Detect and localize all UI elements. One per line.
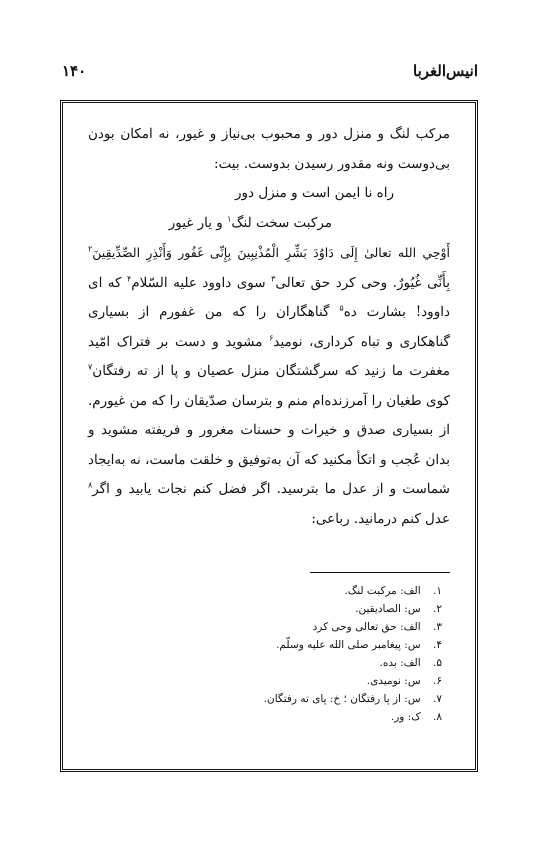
verse-line-2 (88, 209, 450, 239)
footnote-6 (88, 672, 442, 690)
paragraph-3-b: سوی داوود علیه السّلام (131, 274, 272, 291)
footnote-ref-1: ۱ (227, 214, 232, 223)
footnote-5 (88, 654, 442, 672)
book-title: انیس‌الغربا (413, 62, 478, 80)
footnote-ref-5: ۵ (339, 303, 344, 313)
paragraph-3-d: گناهگاران را که من غفورم از بسیاری گناهکاری و تباه کرداری، نومید (88, 304, 450, 350)
page-header (62, 62, 478, 86)
footnote-text: س: از پا رفتگان ؛ خ: پای ته رفتگان. (263, 693, 421, 705)
footnote-ref-3: ۳ (271, 274, 276, 283)
footnote-text: ک: ور. (390, 711, 421, 723)
footnote-1 (88, 582, 442, 600)
footnote-ref-6: ۶ (269, 333, 274, 342)
arabic-quote: أَوْحِي الله تعالیٰ إِلَی دَاوُدَ بَشِّرِ الْمُذْنِبِينَ بِإِنِّی غَفُور وَأَنْذِرِ الصِّدِّيقِينَ (92, 245, 450, 260)
footnote-ref-8: ۸ (88, 480, 93, 490)
paragraph-1: مرکب لنگ و منزل دور و محبوب بی‌نیاز و غیور، نه امکان بودن بی‌دوست ونه مقدور رسیدن بدوست. بیت: (88, 126, 450, 172)
footnote-number: ۳. (433, 621, 442, 633)
footnote-number: ۲. (433, 603, 442, 615)
footnote-number: ۵. (433, 657, 442, 669)
verse-line-2-text: مرکبت سخت لنگ (231, 214, 332, 231)
paragraph-3 (88, 238, 450, 534)
verse-line-2-end: و یار غیور (168, 214, 228, 231)
main-text (88, 120, 450, 534)
paragraph-3-f: کوی طغیان را آمرزنده‌ام منم و بترسان صدّیقان را که من غیورم. از بسیاری صدق و خیرات و حسنات مغرور و فریفته مشوید و بدان عُجب و اتکأ مکنید که آن به‌توفیق و خلقت ماست، نه به‌ایجاد شماست و از عدل ما بترسید. اگر فضل کنم نجات یابید و اگر (88, 392, 450, 497)
footnote-number: ۱. (433, 585, 442, 597)
footnote-ref-4: ۴ (126, 274, 132, 283)
footnote-divider (310, 572, 450, 573)
footnote-number: ۷. (433, 693, 442, 705)
footnotes (88, 582, 442, 726)
paragraph-3-a: بِأَنِّی غُيُورٌ. وحی کرد حق تعالی (275, 274, 450, 291)
page-number: ۱۴۰ (62, 62, 87, 80)
footnote-7 (88, 690, 442, 708)
footnote-text: س: الصادیقین. (355, 603, 421, 615)
footnote-3 (88, 618, 442, 636)
footnote-4 (88, 636, 442, 654)
footnote-ref-7: ۷ (88, 362, 93, 372)
paragraph-3-g: عدل کنم درمانید. رباعی: (311, 510, 450, 527)
footnote-8 (88, 708, 442, 726)
footnote-number: ۴. (433, 639, 442, 651)
paragraph-3-e: مشوید و دست بر فتراک امّید مغفرت ما زنید که سرگشتگان منزل عصیان و پا از ته رفتگان (88, 333, 450, 379)
footnote-text: الف: بده. (379, 657, 421, 669)
footnote-ref-2: ۲ (88, 244, 93, 254)
footnote-text: الف: مرکبت لنگ. (344, 585, 421, 597)
footnote-text: س: پیغامبر صلی الله علیه وسلّم. (276, 639, 421, 651)
verse-line-1: راه نا ایمن است و منزل دور (234, 185, 394, 201)
footnote-2 (88, 600, 442, 618)
footnote-number: ۸. (433, 711, 442, 723)
footnote-number: ۶. (433, 675, 442, 687)
paragraph-3-c: که ای داوود! بشارت ده (88, 274, 450, 320)
footnote-text: س: نومیدی. (366, 675, 421, 687)
footnote-text: الف: حق تعالی وحی کرد (312, 621, 421, 633)
